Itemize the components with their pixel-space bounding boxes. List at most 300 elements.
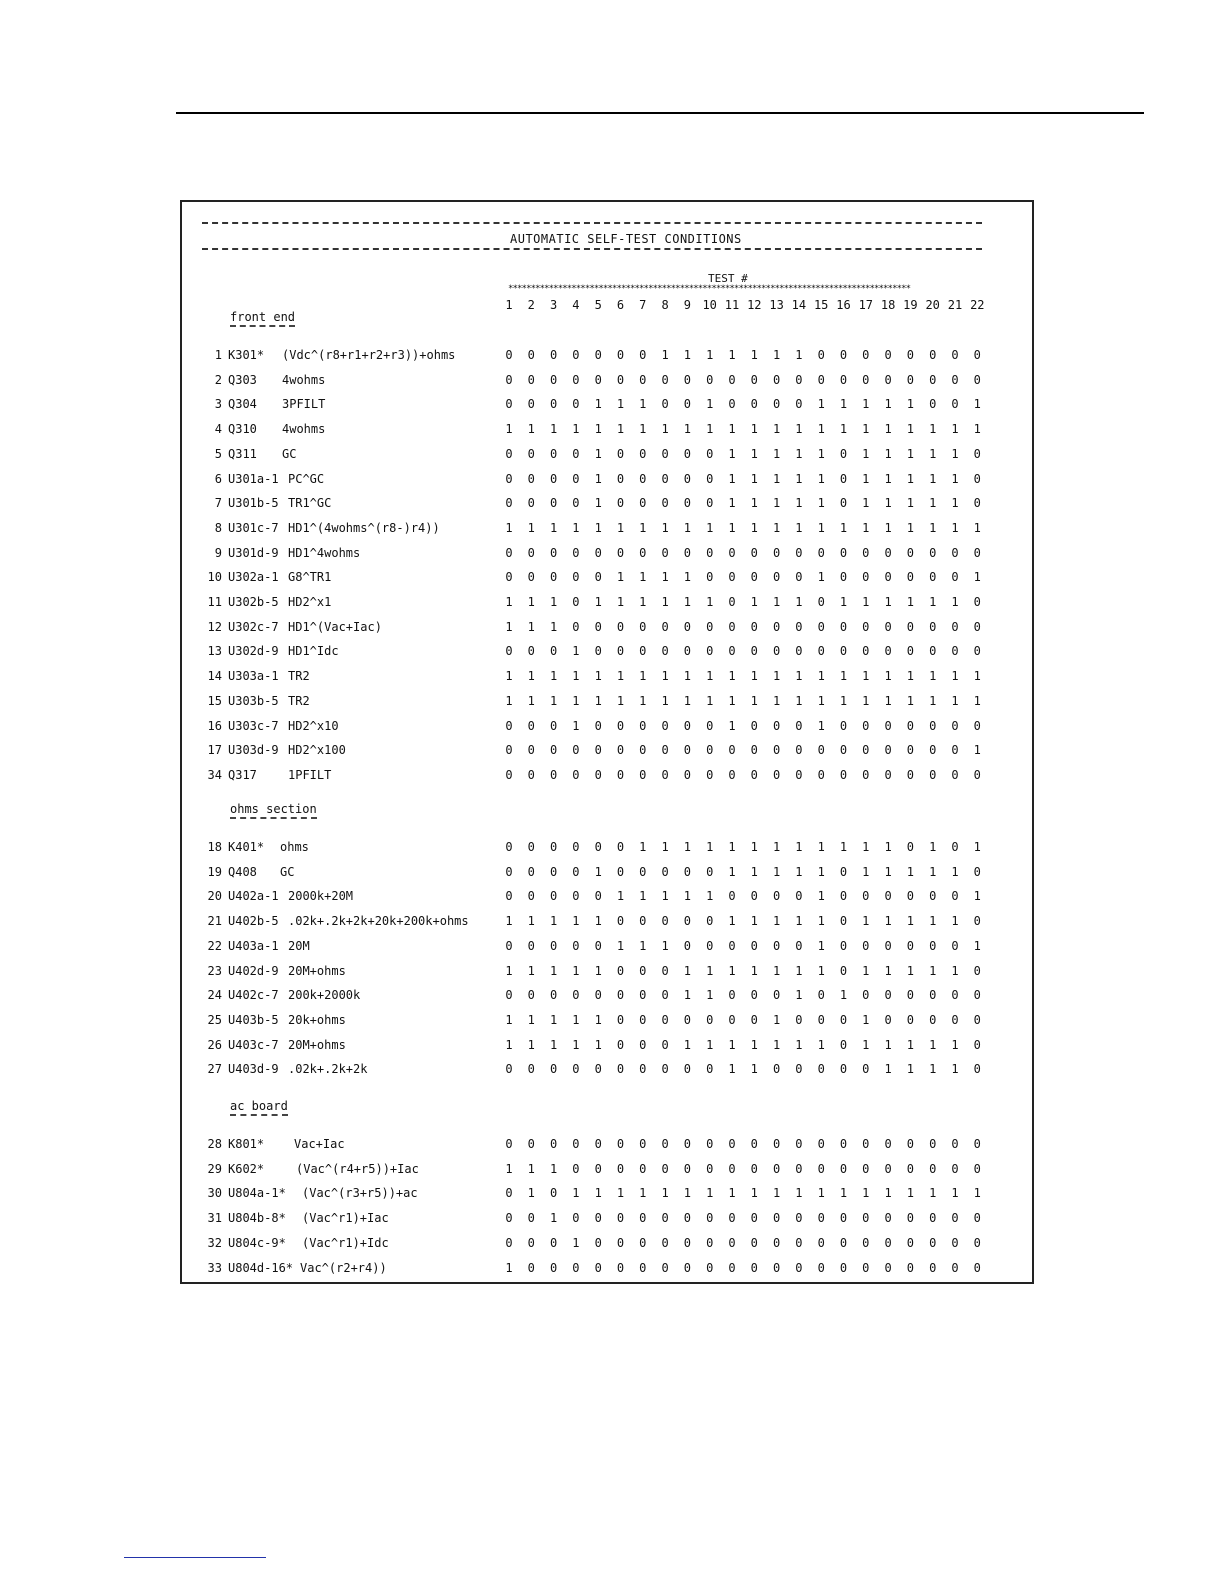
test-value-cell: 1 bbox=[772, 693, 781, 708]
row-number: 11 bbox=[207, 595, 222, 609]
test-value-cell: 0 bbox=[795, 545, 803, 560]
test-value-cell: 0 bbox=[772, 1062, 781, 1077]
test-value-cell: 1 bbox=[750, 496, 758, 511]
test-value-cell: 0 bbox=[616, 545, 625, 560]
test-value-cell: 1 bbox=[951, 595, 959, 609]
test-value-cell: 0 bbox=[728, 743, 736, 758]
test-value-cell: 0 bbox=[572, 348, 580, 362]
row-condition: GC bbox=[280, 864, 295, 879]
test-value-cell: 0 bbox=[728, 767, 736, 782]
test-value-cell: 1 bbox=[750, 1037, 758, 1052]
test-value-cell: 1 bbox=[772, 422, 781, 437]
test-value-cell: 1 bbox=[906, 669, 914, 684]
test-value-cell: 1 bbox=[750, 840, 758, 854]
test-value-cell: 1 bbox=[929, 1186, 937, 1201]
test-value-cell: 0 bbox=[683, 914, 691, 929]
test-value-cell: 1 bbox=[862, 864, 870, 879]
row-condition: HD2^x1 bbox=[288, 595, 332, 609]
test-value-cell: 0 bbox=[594, 348, 602, 362]
test-value-cell: 0 bbox=[527, 1235, 535, 1250]
test-value-cell: 0 bbox=[549, 1260, 558, 1275]
test-value-cell: 1 bbox=[706, 889, 714, 904]
self-test-table bbox=[180, 200, 1034, 1284]
test-value-cell: 1 bbox=[795, 348, 803, 362]
test-value-cell: 0 bbox=[772, 938, 781, 953]
test-value-cell: 0 bbox=[639, 372, 647, 387]
test-value-cell: 1 bbox=[929, 914, 937, 929]
row-number: 16 bbox=[207, 718, 222, 733]
test-value-cell: 0 bbox=[616, 496, 625, 511]
test-value-cell: 1 bbox=[683, 570, 691, 585]
test-value-cell: 0 bbox=[906, 570, 914, 585]
test-value-cell: 1 bbox=[527, 619, 535, 634]
row-component: K602* bbox=[228, 1161, 265, 1176]
row-condition: 20M bbox=[288, 938, 310, 953]
row-component: U301a-1 bbox=[228, 471, 279, 486]
test-value-cell: 1 bbox=[929, 446, 937, 461]
test-value-cell: 0 bbox=[706, 938, 714, 953]
test-value-cell: 0 bbox=[884, 545, 892, 560]
test-value-cell: 0 bbox=[839, 545, 848, 560]
test-value-cell: 1 bbox=[527, 693, 535, 708]
test-value-cell: 0 bbox=[906, 1260, 914, 1275]
test-value-cell: 0 bbox=[572, 397, 580, 412]
test-value-cell: 1 bbox=[906, 397, 914, 412]
test-value-cell: 0 bbox=[639, 1062, 647, 1077]
test-value-cell: 1 bbox=[929, 422, 937, 437]
test-value-cell: 1 bbox=[862, 422, 870, 437]
row-condition: (Vac^r1)+Idc bbox=[302, 1235, 389, 1250]
test-value-cell: 0 bbox=[884, 1161, 892, 1176]
row-component: U302b-5 bbox=[228, 595, 279, 609]
test-column-number: 21 bbox=[947, 298, 963, 312]
test-value-cell: 1 bbox=[862, 1037, 870, 1052]
test-value-cell: 0 bbox=[906, 372, 914, 387]
test-column-number: 12 bbox=[747, 298, 762, 312]
row-condition: HD2^x100 bbox=[288, 743, 346, 758]
test-value-cell: 0 bbox=[527, 889, 535, 904]
row-component: U403d-9 bbox=[228, 1062, 279, 1077]
test-value-cell: 0 bbox=[706, 1211, 714, 1226]
test-value-cell: 0 bbox=[973, 1137, 981, 1151]
test-value-cell: 0 bbox=[505, 743, 513, 758]
test-value-cell: 1 bbox=[706, 840, 714, 854]
test-value-cell: 1 bbox=[661, 520, 669, 535]
test-value-cell: 1 bbox=[505, 1012, 513, 1027]
test-value-cell: 0 bbox=[929, 988, 937, 1003]
test-value-cell: 0 bbox=[505, 889, 513, 904]
test-value-cell: 0 bbox=[661, 988, 669, 1003]
test-value-cell: 1 bbox=[884, 1062, 892, 1077]
test-value-cell: 0 bbox=[973, 471, 981, 486]
test-value-cell: 1 bbox=[839, 669, 848, 684]
test-value-cell: 0 bbox=[750, 1260, 758, 1275]
test-value-cell: 1 bbox=[750, 446, 758, 461]
test-value-cell: 0 bbox=[817, 1161, 825, 1176]
test-value-cell: 1 bbox=[839, 840, 848, 854]
test-value-cell: 1 bbox=[817, 496, 825, 511]
row-condition: HD2^x10 bbox=[288, 718, 339, 733]
test-value-cell: 0 bbox=[973, 988, 981, 1003]
test-value-cell: 1 bbox=[862, 1186, 870, 1201]
test-value-cell: 0 bbox=[683, 545, 691, 560]
row-component: U402c-7 bbox=[228, 988, 279, 1003]
row-component: Q303 bbox=[228, 372, 257, 387]
dashed-rule-under-title bbox=[202, 248, 982, 250]
test-value-cell: 1 bbox=[706, 963, 714, 978]
test-value-cell: 0 bbox=[839, 496, 848, 511]
test-value-cell: 0 bbox=[839, 619, 848, 634]
test-value-cell: 0 bbox=[661, 767, 669, 782]
test-value-cell: 1 bbox=[549, 914, 558, 929]
row-condition: 4wohms bbox=[282, 422, 326, 437]
test-value-cell: 1 bbox=[594, 693, 602, 708]
test-value-cell: 0 bbox=[929, 397, 937, 412]
test-value-cell: 0 bbox=[772, 1137, 781, 1151]
test-value-cell: 1 bbox=[527, 1012, 535, 1027]
test-value-cell: 0 bbox=[594, 372, 602, 387]
test-value-cell: 0 bbox=[616, 743, 625, 758]
test-value-cell: 0 bbox=[639, 963, 647, 978]
test-value-cell: 0 bbox=[683, 1012, 691, 1027]
test-value-cell: 0 bbox=[706, 1161, 714, 1176]
test-value-cell: 0 bbox=[572, 988, 580, 1003]
test-value-cell: 0 bbox=[661, 619, 669, 634]
test-value-cell: 0 bbox=[549, 864, 558, 879]
test-value-cell: 1 bbox=[795, 422, 803, 437]
row-component: U403c-7 bbox=[228, 1037, 279, 1052]
test-value-cell: 1 bbox=[929, 471, 937, 486]
row-component: U301c-7 bbox=[228, 520, 279, 535]
row-number: 24 bbox=[207, 988, 222, 1003]
test-value-cell: 1 bbox=[750, 471, 758, 486]
test-value-cell: 1 bbox=[527, 1037, 535, 1052]
test-column-number: 19 bbox=[903, 298, 918, 312]
test-value-cell: 1 bbox=[884, 693, 892, 708]
test-value-cell: 1 bbox=[862, 963, 870, 978]
test-value-cell: 0 bbox=[884, 767, 892, 782]
test-value-cell: 1 bbox=[884, 446, 892, 461]
test-value-cell: 0 bbox=[795, 1211, 803, 1226]
test-value-cell: 0 bbox=[772, 767, 781, 782]
test-value-cell: 0 bbox=[884, 619, 892, 634]
test-value-cell: 1 bbox=[951, 1062, 959, 1077]
test-value-cell: 1 bbox=[839, 1186, 848, 1201]
test-value-cell: 0 bbox=[728, 988, 736, 1003]
test-value-cell: 1 bbox=[527, 669, 535, 684]
test-value-cell: 0 bbox=[505, 545, 513, 560]
row-number: 1 bbox=[214, 348, 222, 362]
row-number: 19 bbox=[207, 864, 222, 879]
test-value-cell: 1 bbox=[616, 520, 625, 535]
test-value-cell: 0 bbox=[817, 743, 825, 758]
test-value-cell: 1 bbox=[728, 718, 736, 733]
test-column-number: 2 bbox=[527, 298, 535, 312]
test-value-cell: 0 bbox=[527, 397, 535, 412]
test-value-cell: 1 bbox=[661, 570, 669, 585]
test-value-cell: 1 bbox=[772, 348, 781, 362]
test-value-cell: 1 bbox=[706, 422, 714, 437]
test-value-cell: 1 bbox=[527, 1186, 535, 1201]
test-value-cell: 0 bbox=[862, 644, 870, 659]
test-value-cell: 0 bbox=[728, 1211, 736, 1226]
row-component: U303b-5 bbox=[228, 693, 279, 708]
test-value-cell: 1 bbox=[795, 520, 803, 535]
row-number: 26 bbox=[207, 1037, 222, 1052]
test-value-cell: 1 bbox=[639, 669, 647, 684]
row-component: U303a-1 bbox=[228, 669, 279, 684]
test-value-cell: 0 bbox=[772, 1260, 781, 1275]
test-value-cell: 0 bbox=[817, 595, 825, 609]
test-value-cell: 1 bbox=[527, 595, 535, 609]
test-value-cell: 0 bbox=[884, 1211, 892, 1226]
test-value-cell: 0 bbox=[661, 1161, 669, 1176]
test-value-cell: 1 bbox=[795, 914, 803, 929]
test-value-cell: 0 bbox=[951, 372, 959, 387]
test-value-cell: 0 bbox=[616, 1037, 625, 1052]
test-value-cell: 0 bbox=[549, 348, 558, 362]
test-value-cell: 0 bbox=[639, 619, 647, 634]
test-value-cell: 0 bbox=[817, 644, 825, 659]
test-value-cell: 1 bbox=[572, 1186, 580, 1201]
test-value-cell: 0 bbox=[572, 372, 580, 387]
test-value-cell: 1 bbox=[728, 496, 736, 511]
test-value-cell: 0 bbox=[639, 718, 647, 733]
test-value-cell: 0 bbox=[839, 570, 848, 585]
test-column-number: 20 bbox=[925, 298, 940, 312]
row-number: 9 bbox=[214, 545, 222, 560]
test-value-cell: 0 bbox=[951, 619, 959, 634]
test-value-cell: 0 bbox=[728, 1161, 736, 1176]
test-value-cell: 0 bbox=[683, 397, 691, 412]
test-value-cell: 0 bbox=[906, 644, 914, 659]
test-value-cell: 1 bbox=[929, 595, 937, 609]
test-value-cell: 1 bbox=[929, 1062, 937, 1077]
test-value-cell: 0 bbox=[572, 840, 580, 854]
test-value-cell: 1 bbox=[884, 397, 892, 412]
test-value-cell: 1 bbox=[973, 570, 981, 585]
test-value-cell: 0 bbox=[817, 372, 825, 387]
test-column-number: 3 bbox=[549, 298, 558, 312]
row-number: 15 bbox=[207, 693, 222, 708]
row-component: U402b-5 bbox=[228, 914, 279, 929]
test-value-cell: 1 bbox=[683, 1037, 691, 1052]
test-value-cell: 1 bbox=[862, 397, 870, 412]
test-value-cell: 0 bbox=[862, 1062, 870, 1077]
test-value-cell: 1 bbox=[862, 1012, 870, 1027]
test-value-cell: 0 bbox=[594, 988, 602, 1003]
row-condition: 20k+ohms bbox=[288, 1012, 346, 1027]
row-condition: HD1^(Vac+Iac) bbox=[288, 619, 382, 634]
test-value-cell: 0 bbox=[549, 767, 558, 782]
test-value-cell: 0 bbox=[884, 988, 892, 1003]
test-value-cell: 1 bbox=[661, 669, 669, 684]
test-value-cell: 0 bbox=[527, 570, 535, 585]
test-value-cell: 1 bbox=[772, 1037, 781, 1052]
test-value-cell: 0 bbox=[706, 471, 714, 486]
row-component: U302c-7 bbox=[228, 619, 279, 634]
test-value-cell: 0 bbox=[527, 644, 535, 659]
test-value-cell: 0 bbox=[572, 545, 580, 560]
row-number: 7 bbox=[214, 496, 222, 511]
test-value-cell: 0 bbox=[929, 619, 937, 634]
test-value-cell: 1 bbox=[750, 669, 758, 684]
row-number: 33 bbox=[207, 1260, 222, 1275]
test-value-cell: 0 bbox=[929, 767, 937, 782]
test-value-cell: 1 bbox=[728, 446, 736, 461]
row-component: Q311 bbox=[228, 446, 257, 461]
test-value-cell: 1 bbox=[616, 422, 625, 437]
test-value-cell: 1 bbox=[594, 669, 602, 684]
test-value-cell: 1 bbox=[616, 595, 625, 609]
test-value-cell: 0 bbox=[862, 938, 870, 953]
test-value-cell: 1 bbox=[549, 963, 558, 978]
test-value-cell: 0 bbox=[839, 718, 848, 733]
test-value-cell: 0 bbox=[594, 545, 602, 560]
test-value-cell: 0 bbox=[505, 840, 513, 854]
test-value-cell: 0 bbox=[973, 496, 981, 511]
test-value-cell: 0 bbox=[795, 767, 803, 782]
test-value-cell: 0 bbox=[839, 914, 848, 929]
test-value-cell: 0 bbox=[772, 889, 781, 904]
test-value-cell: 1 bbox=[549, 1161, 558, 1176]
test-value-cell: 0 bbox=[772, 545, 781, 560]
test-column-number: 10 bbox=[702, 298, 717, 312]
test-value-cell: 0 bbox=[572, 1137, 580, 1151]
test-value-cell: 0 bbox=[549, 545, 558, 560]
test-value-cell: 1 bbox=[817, 864, 825, 879]
test-value-cell: 0 bbox=[706, 545, 714, 560]
test-value-cell: 0 bbox=[973, 1260, 981, 1275]
test-value-cell: 1 bbox=[661, 422, 669, 437]
test-value-cell: 0 bbox=[973, 864, 981, 879]
row-number: 13 bbox=[207, 644, 222, 659]
test-value-cell: 0 bbox=[549, 446, 558, 461]
test-value-cell: 1 bbox=[951, 422, 959, 437]
row-condition: PC^GC bbox=[288, 471, 325, 486]
test-value-cell: 0 bbox=[505, 718, 513, 733]
test-value-cell: 0 bbox=[706, 743, 714, 758]
test-value-cell: 0 bbox=[951, 767, 959, 782]
row-component: U303c-7 bbox=[228, 718, 279, 733]
test-value-cell: 1 bbox=[884, 864, 892, 879]
test-value-cell: 0 bbox=[706, 1137, 714, 1151]
test-value-cell: 0 bbox=[706, 619, 714, 634]
test-value-cell: 0 bbox=[839, 1211, 848, 1226]
test-value-cell: 1 bbox=[951, 1186, 959, 1201]
test-value-cell: 1 bbox=[750, 1186, 758, 1201]
test-value-cell: 0 bbox=[951, 718, 959, 733]
test-value-cell: 0 bbox=[527, 496, 535, 511]
test-value-cell: 0 bbox=[973, 595, 981, 609]
test-value-cell: 0 bbox=[616, 471, 625, 486]
test-value-cell: 1 bbox=[527, 422, 535, 437]
top-rule bbox=[176, 112, 1144, 114]
test-value-cell: 0 bbox=[616, 1062, 625, 1077]
test-value-cell: 0 bbox=[683, 372, 691, 387]
test-value-cell: 1 bbox=[929, 840, 937, 854]
test-value-cell: 0 bbox=[973, 372, 981, 387]
test-value-cell: 0 bbox=[862, 570, 870, 585]
test-value-cell: 0 bbox=[750, 1211, 758, 1226]
test-value-cell: 1 bbox=[549, 1211, 558, 1226]
test-value-cell: 0 bbox=[594, 1161, 602, 1176]
test-value-cell: 0 bbox=[929, 1235, 937, 1250]
test-value-cell: 0 bbox=[706, 644, 714, 659]
test-value-cell: 1 bbox=[594, 496, 602, 511]
test-value-cell: 0 bbox=[661, 471, 669, 486]
test-value-cell: 0 bbox=[639, 496, 647, 511]
row-number: 14 bbox=[207, 669, 222, 684]
test-value-cell: 1 bbox=[862, 914, 870, 929]
test-value-cell: 1 bbox=[594, 1037, 602, 1052]
test-value-cell: 1 bbox=[817, 718, 825, 733]
test-value-cell: 1 bbox=[639, 422, 647, 437]
row-condition: G8^TR1 bbox=[288, 570, 332, 585]
test-value-cell: 0 bbox=[505, 864, 513, 879]
test-value-cell: 1 bbox=[795, 693, 803, 708]
test-value-cell: 0 bbox=[839, 889, 848, 904]
test-value-cell: 0 bbox=[929, 1137, 937, 1151]
test-value-cell: 1 bbox=[951, 963, 959, 978]
test-value-cell: 1 bbox=[706, 693, 714, 708]
row-number: 29 bbox=[207, 1161, 222, 1176]
test-value-cell: 0 bbox=[683, 938, 691, 953]
test-value-cell: 1 bbox=[750, 914, 758, 929]
test-value-cell: 0 bbox=[839, 938, 848, 953]
test-value-cell: 1 bbox=[906, 496, 914, 511]
test-value-cell: 1 bbox=[862, 669, 870, 684]
test-value-cell: 1 bbox=[906, 422, 914, 437]
test-value-cell: 0 bbox=[572, 743, 580, 758]
test-value-cell: 0 bbox=[661, 1037, 669, 1052]
test-value-cell: 0 bbox=[594, 767, 602, 782]
test-value-cell: 1 bbox=[795, 963, 803, 978]
test-value-cell: 1 bbox=[951, 446, 959, 461]
test-value-cell: 0 bbox=[639, 471, 647, 486]
test-value-cell: 0 bbox=[817, 767, 825, 782]
test-value-cell: 0 bbox=[817, 1012, 825, 1027]
test-value-cell: 0 bbox=[906, 1161, 914, 1176]
test-value-cell: 1 bbox=[817, 422, 825, 437]
test-value-cell: 0 bbox=[706, 767, 714, 782]
test-value-cell: 0 bbox=[906, 889, 914, 904]
test-value-cell: 0 bbox=[884, 348, 892, 362]
test-value-cell: 0 bbox=[839, 743, 848, 758]
test-value-cell: 0 bbox=[639, 1260, 647, 1275]
test-value-cell: 0 bbox=[795, 372, 803, 387]
test-value-cell: 0 bbox=[572, 1062, 580, 1077]
test-value-cell: 0 bbox=[951, 570, 959, 585]
test-value-cell: 0 bbox=[683, 471, 691, 486]
test-value-cell: 0 bbox=[639, 644, 647, 659]
test-value-cell: 0 bbox=[527, 446, 535, 461]
test-value-cell: 0 bbox=[505, 348, 513, 362]
test-value-cell: 0 bbox=[572, 570, 580, 585]
test-value-cell: 0 bbox=[817, 348, 825, 362]
row-condition: HD1^4wohms bbox=[288, 545, 361, 560]
test-value-cell: 1 bbox=[527, 914, 535, 929]
test-value-cell: 1 bbox=[973, 938, 981, 953]
test-value-cell: 0 bbox=[951, 1260, 959, 1275]
test-value-cell: 1 bbox=[505, 422, 513, 437]
test-value-cell: 0 bbox=[750, 718, 758, 733]
test-value-cell: 0 bbox=[639, 1235, 647, 1250]
test-value-cell: 0 bbox=[795, 397, 803, 412]
test-value-cell: 0 bbox=[594, 619, 602, 634]
test-value-cell: 1 bbox=[706, 988, 714, 1003]
test-value-cell: 1 bbox=[683, 595, 691, 609]
